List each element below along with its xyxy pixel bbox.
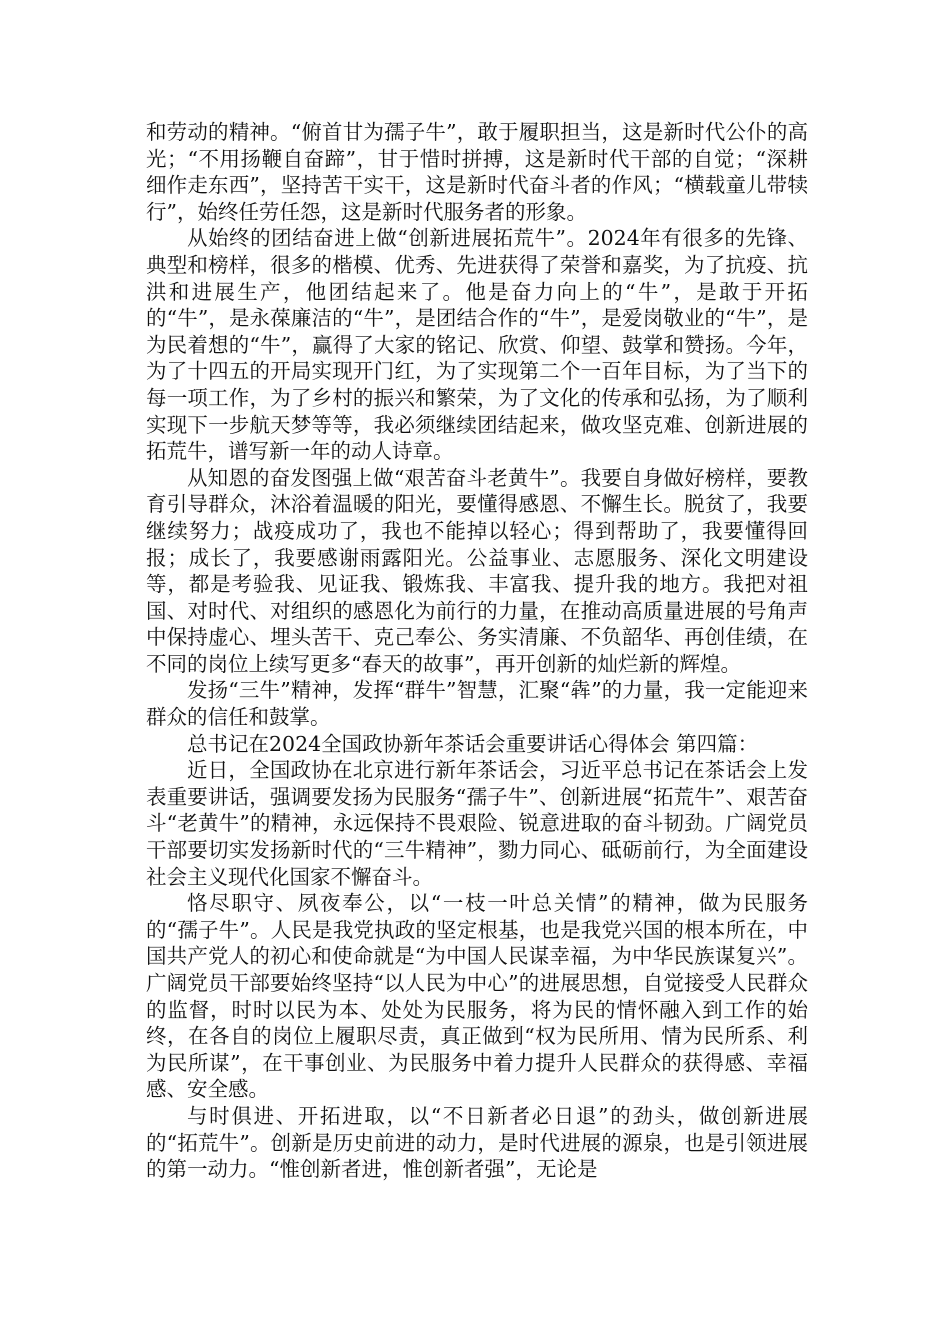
- paragraph-tea-party: 近日，全国政协在北京进行新年茶话会，习近平总书记在茶话会上发表重要讲话，强调要发扬为民服务“孺子牛”、创新进展“拓荒牛”、艰苦奋斗“老黄牛”的精神，永远保持不畏艰险、锐意进取的奋斗韧劲。广阔党员干部要切实发扬新时代的“三牛精神”，勠力同心、砥砺前行，为全面建设社会主义现代化国家不懈奋斗。: [146, 758, 808, 889]
- paragraph-continuation: 和劳动的精神。“俯首甘为孺子牛”，敢于履职担当，这是新时代公仆的高光；“不用扬鞭自奋蹄”，甘于惜时拼搏，这是新时代干部的自觉；“深耕细作走东西”，坚持苦干实干，这是新时代奋斗者的作风；“横载童儿带犊行”，始终任劳任怨，这是新时代服务者的形象。: [146, 120, 808, 224]
- document-page: [146, 119, 808, 1183]
- paragraph-three-ox-spirit: 发扬“三牛”精神，发挥“群牛”智慧，汇聚“犇”的力量，我一定能迎来群众的信任和鼓掌。: [146, 678, 808, 730]
- paragraph-pioneer-ox: 从始终的团结奋进上做“创新进展拓荒牛”。2024年有很多的先锋、典型和榜样，很多的楷模、优秀、先进获得了荣誉和嘉奖，为了抗疫、抗洪和进展生产，他团结起来了。他是奋力向上的“牛”，是敢于开拓的“牛”，是永葆廉洁的“牛”，是团结合作的“牛”，是爱岗敬业的“牛”，是为民着想的“牛”，赢得了大家的铭记、欣赏、仰望、鼓掌和赞扬。今年，为了十四五的开局实现开门红，为了实现第二个一百年目标，为了当下的每一项工作，为了乡村的振兴和繁荣，为了文化的传承和弘扬，为了顺利实现下一步航天梦等等，我必须继续团结起来，做攻坚克难、创新进展的拓荒牛，谱写新一年的动人诗章。: [146, 226, 808, 464]
- paragraph-innovation: 与时俱进、开拓进取，以“不日新者必日退”的劲头，做创新进展的“拓荒牛”。创新是历史前进的动力，是时代进展的源泉，也是引领进展的第一动力。“惟创新者进，惟创新者强”，无论是: [146, 1103, 808, 1182]
- paragraph-serve-people: 恪尽职守、夙夜奉公，以“一枝一叶总关情”的精神，做为民服务的“孺子牛”。人民是我党执政的坚定根基，也是我党兴国的根本所在，中国共产党人的初心和使命就是“为中国人民谋幸福，为中华民族谋复兴”。广阔党员干部要始终坚持“以人民为中心”的进展思想，自觉接受人民群众的监督，时时以民为本、处处为民服务，将为民的情怀融入到工作的始终，在各自的岗位上履职尽责，真正做到“权为民所用、情为民所系、利为民所谋”，在干事创业、为民服务中着力提升人民群众的获得感、幸福感、安全感。: [146, 891, 808, 1102]
- section-heading-part-four: 总书记在2024全国政协新年茶话会重要讲话心得体会 第四篇：: [187, 731, 759, 756]
- paragraph-old-cattle: 从知恩的奋发图强上做“艰苦奋斗老黄牛”。我要自身做好榜样，要教育引导群众，沐浴着温暖的阳光，要懂得感恩、不懈生长。脱贫了，我要继续努力；战疫成功了，我也不能掉以轻心；得到帮助了，我要懂得回报；成长了，我要感谢雨露阳光。公益事业、志愿服务、深化文明建设等，都是考验我、见证我、锻炼我、丰富我、提升我的地方。我把对祖国、对时代、对组织的感恩化为前行的力量，在推动高质量进展的号角声中保持虚心、埋头苦干、克己奉公、务实清廉、不负韶华、再创佳绩，在不同的岗位上续写更多“春天的故事”，再开创新的灿烂新的辉煌。: [146, 465, 808, 676]
